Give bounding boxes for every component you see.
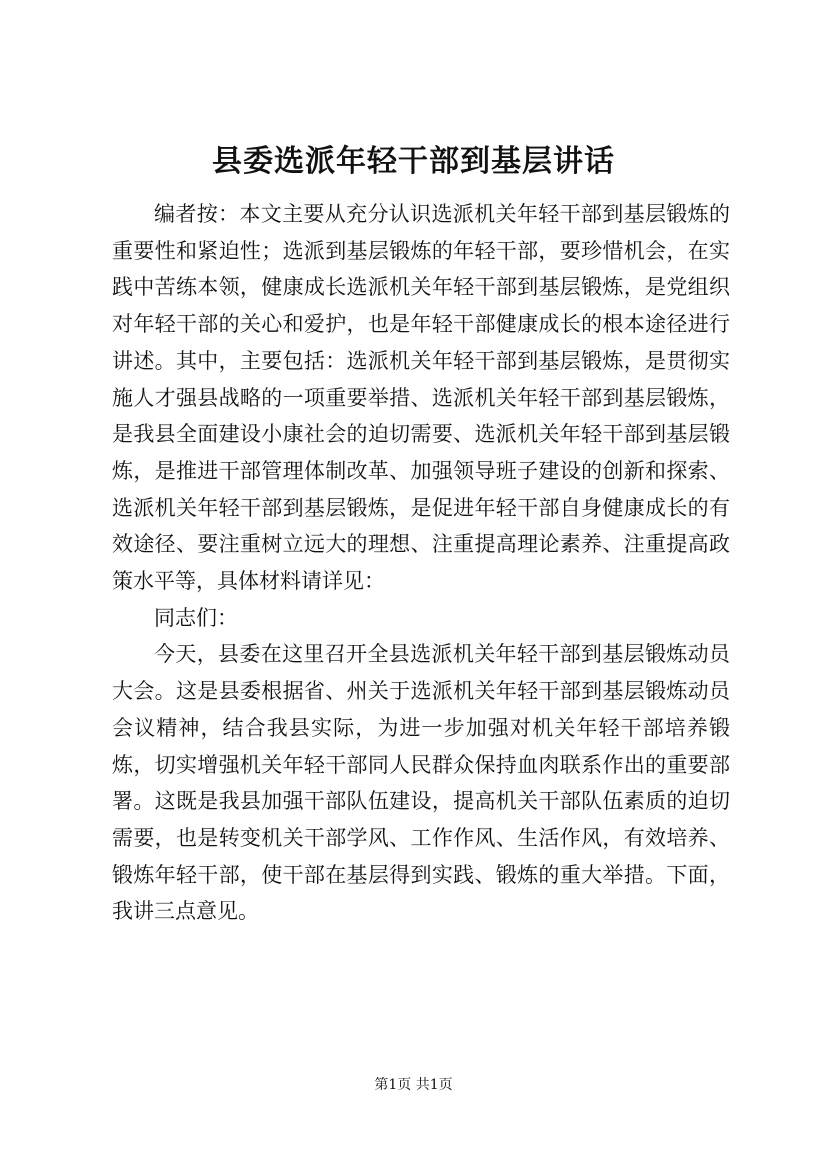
editor-note-paragraph: 编者按：本文主要从充分认识选派机关年轻干部到基层锻炼的重要性和紧迫性；选派到基层锻炼的年轻干部，要珍惜机会，在实践中苦练本领，健康成长选派机关年轻干部到基层锻炼，是党组织对年轻干部的关心和爱护，也是年轻干部健康成长的根本途径进行讲述。其中，主要包括：选派机关年轻干部到基层锻炼，是贯彻实施人才强县战略的一项重要举措、选派机关年轻干部到基层锻炼，是我县全面建设小康社会的迫切需要、选派机关年轻干部到基层锻炼，是推进干部管理体制改革、加强领导班子建设的创新和探索、选派机关年轻干部到基层锻炼，是促进年轻干部自身健康成长的有效途径、要注重树立远大的理想、注重提高理论素养、注重提高政策水平等，具体材料请详见： <box>112 202 730 594</box>
speech-paragraph: 今天，县委在这里召开全县选派机关年轻干部到基层锻炼动员大会。这是县委根据省、州关于选派机关年轻干部到基层锻炼动员会议精神，结合我县实际，为进一步加强对机关年轻干部培养锻炼，切实增强机关年轻干部同人民群众保持血肉联系作出的重要部署。这既是我县加强干部队伍建设，提高机关干部队伍素质的迫切需要，也是转变机关干部学风、工作作风、生活作风，有效培养、锻炼年轻干部，使干部在基层得到实践、锻炼的重大举措。下面，我讲三点意见。 <box>112 642 730 924</box>
document-title: 县委选派年轻干部到基层讲话 <box>212 144 615 179</box>
page-footer: 第1页 共1页 <box>374 1077 453 1093</box>
salutation-paragraph: 同志们： <box>154 605 238 630</box>
document-body <box>112 196 730 930</box>
